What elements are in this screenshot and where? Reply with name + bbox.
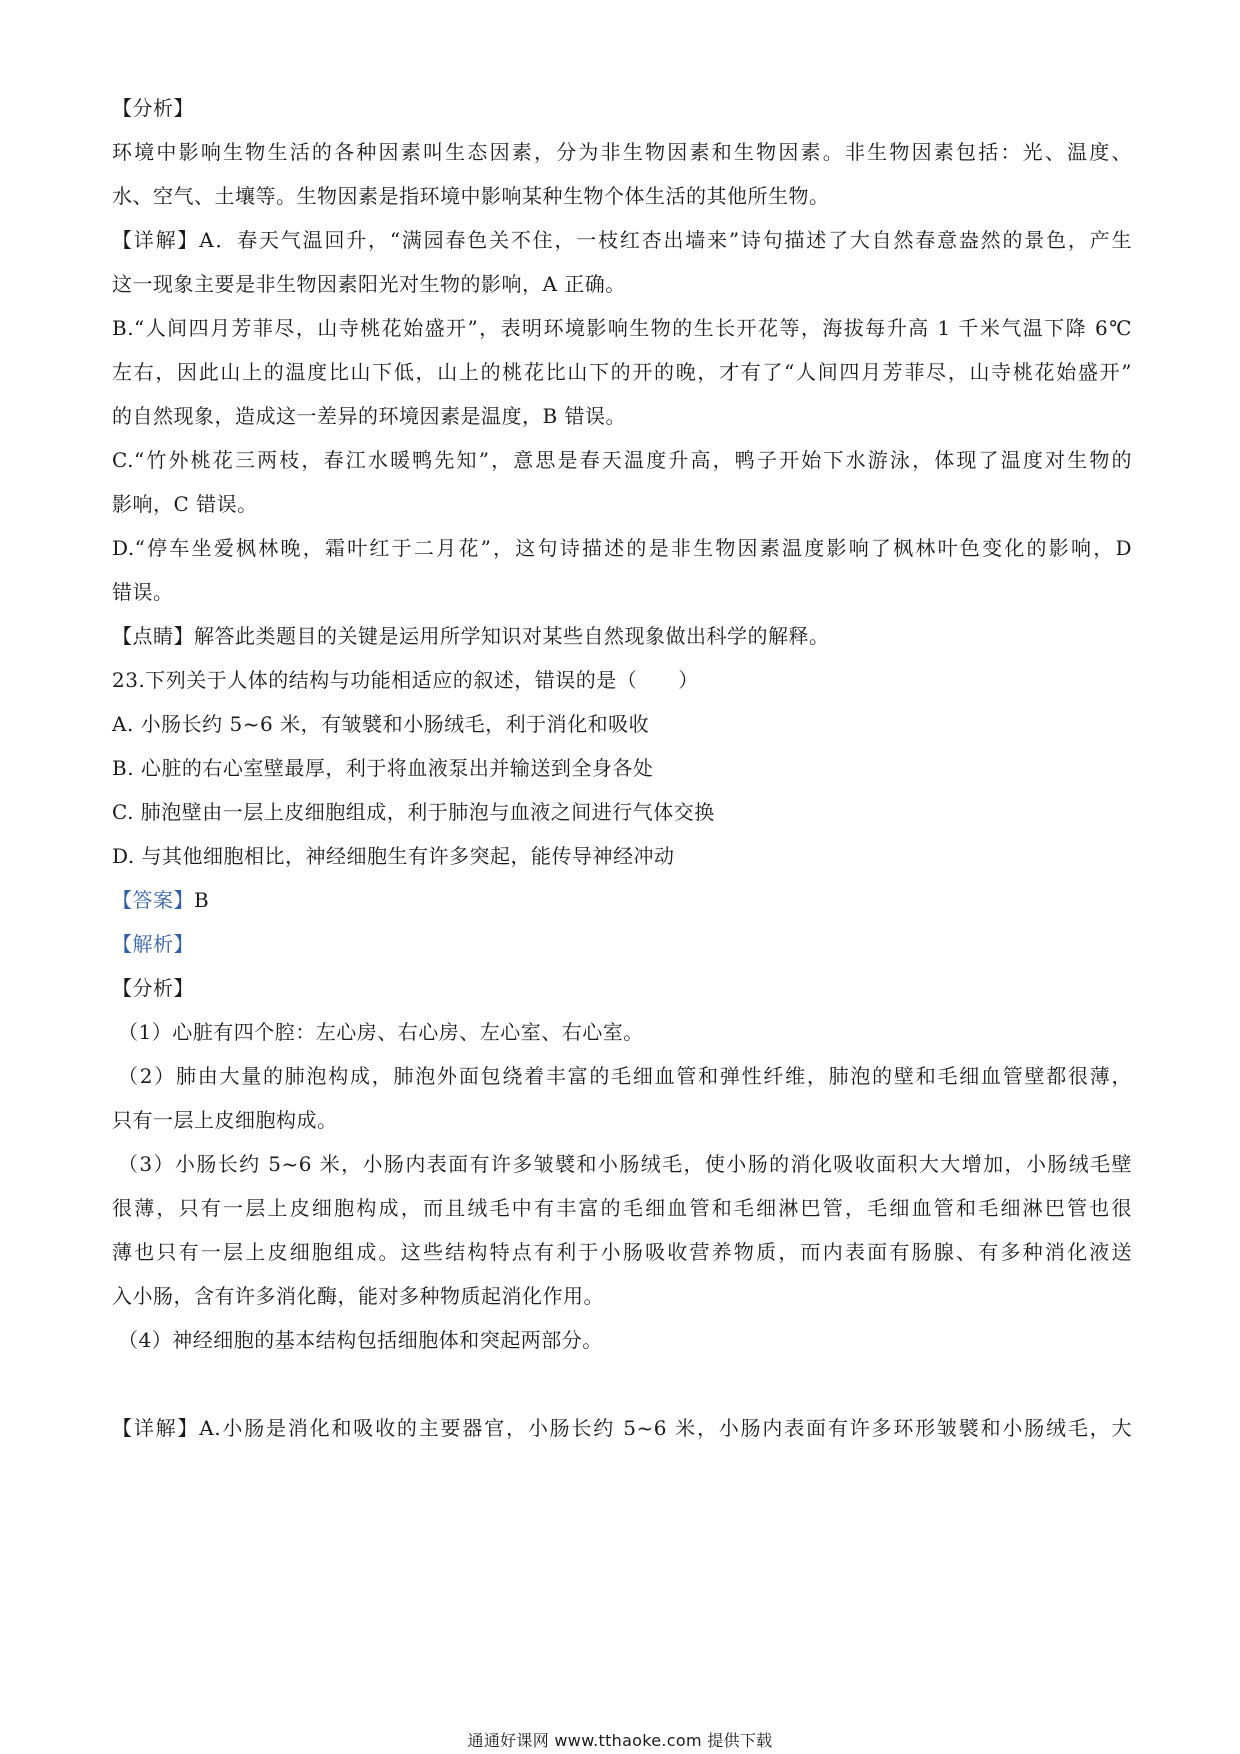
analysis-point-2: （2）肺由大量的肺泡构成，肺泡外面包绕着丰富的毛细血管和弹性纤维，肺泡的壁和毛细血管壁都很薄， bbox=[118, 1064, 1132, 1088]
paragraph-line: 【详解】A．春天气温回升，“满园春色关不住，一枝红杏出墙来”诗句描述了大自然春意盎然的景色，产生 bbox=[112, 228, 1132, 252]
question-23-stem: 23.下列关于人体的结构与功能相适应的叙述，错误的是（ ） bbox=[112, 668, 699, 692]
page-footer: 通通好课网 www.tthaoke.com 提供下载 bbox=[467, 1731, 773, 1750]
paragraph-line: 薄也只有一层上皮细胞组成。这些结构特点有利于小肠吸收营养物质，而内表面有肠腺、有多种消化液送 bbox=[112, 1240, 1132, 1264]
analysis-point-3: （3）小肠长约 5~6 米，小肠内表面有许多皱襞和小肠绒毛，使小肠的消化吸收面积大大增加，小肠绒毛壁 bbox=[118, 1152, 1132, 1176]
paragraph-line: 左右，因此山上的温度比山下低，山上的桃花比山下的开的晚，才有了“人间四月芳菲尽，山寺桃花始盛开” bbox=[112, 360, 1132, 384]
answer-line bbox=[112, 886, 1132, 914]
question-option-d: D. 与其他细胞相比，神经细胞生有许多突起，能传导神经冲动 bbox=[112, 844, 675, 868]
paragraph-line: 的自然现象，造成这一差异的环境因素是温度，B 错误。 bbox=[112, 404, 627, 428]
paragraph-line: 这一现象主要是非生物因素阳光对生物的影响，A 正确。 bbox=[112, 272, 626, 296]
section-heading-explanation: 【解析】 bbox=[112, 932, 194, 956]
paragraph-line: 入小肠，含有许多消化酶，能对多种物质起消化作用。 bbox=[112, 1284, 604, 1308]
section-heading-key-point: 【点睛】解答此类题目的关键是运用所学知识对某些自然现象做出科学的解释。 bbox=[112, 624, 830, 648]
question-option-a: A. 小肠长约 5~6 米，有皱襞和小肠绒毛，利于消化和吸收 bbox=[112, 712, 650, 736]
paragraph-line: C.“竹外桃花三两枝，春江水暖鸭先知”，意思是春天温度升高，鸭子开始下水游泳，体现了温度对生物的 bbox=[112, 448, 1132, 472]
question-option-c: C. 肺泡壁由一层上皮细胞组成，利于肺泡与血液之间进行气体交换 bbox=[112, 800, 715, 824]
paragraph-line: D.“停车坐爱枫林晚，霜叶红于二月花”，这句诗描述的是非生物因素温度影响了枫林叶色变化的影响，D bbox=[112, 536, 1132, 560]
detail-paragraph-line: 【详解】A.小肠是消化和吸收的主要器官，小肠长约 5~6 米，小肠内表面有许多环形皱襞和小肠绒毛，大 bbox=[112, 1416, 1132, 1440]
answer-label: 【答案】 bbox=[112, 888, 194, 912]
section-heading-analysis: 【分析】 bbox=[112, 976, 194, 1000]
paragraph-line: 只有一层上皮细胞构成。 bbox=[112, 1108, 338, 1132]
paragraph-line: 环境中影响生物生活的各种因素叫生态因素，分为非生物因素和生物因素。非生物因素包括：光、温度、 bbox=[112, 140, 1132, 164]
analysis-point-4: （4）神经细胞的基本结构包括细胞体和突起两部分。 bbox=[118, 1328, 603, 1352]
paragraph-line: 很薄，只有一层上皮细胞构成，而且绒毛中有丰富的毛细血管和毛细淋巴管，毛细血管和毛细淋巴管也很 bbox=[112, 1196, 1132, 1220]
paragraph-line: 错误。 bbox=[112, 580, 174, 604]
section-heading-analysis: 【分析】 bbox=[112, 96, 194, 120]
paragraph-line: B.“人间四月芳菲尽，山寺桃花始盛开”，表明环境影响生物的生长开花等，海拔每升高 1 千米气温下降 6℃ bbox=[112, 316, 1132, 340]
analysis-point-1: （1）心脏有四个腔：左心房、右心房、左心室、右心室。 bbox=[118, 1020, 644, 1044]
question-option-b: B. 心脏的右心室壁最厚，利于将血液泵出并输送到全身各处 bbox=[112, 756, 654, 780]
paragraph-line: 水、空气、土壤等。生物因素是指环境中影响某种生物个体生活的其他所生物。 bbox=[112, 184, 830, 208]
answer-value: B bbox=[194, 888, 210, 912]
paragraph-line: 影响，C 错误。 bbox=[112, 492, 258, 516]
